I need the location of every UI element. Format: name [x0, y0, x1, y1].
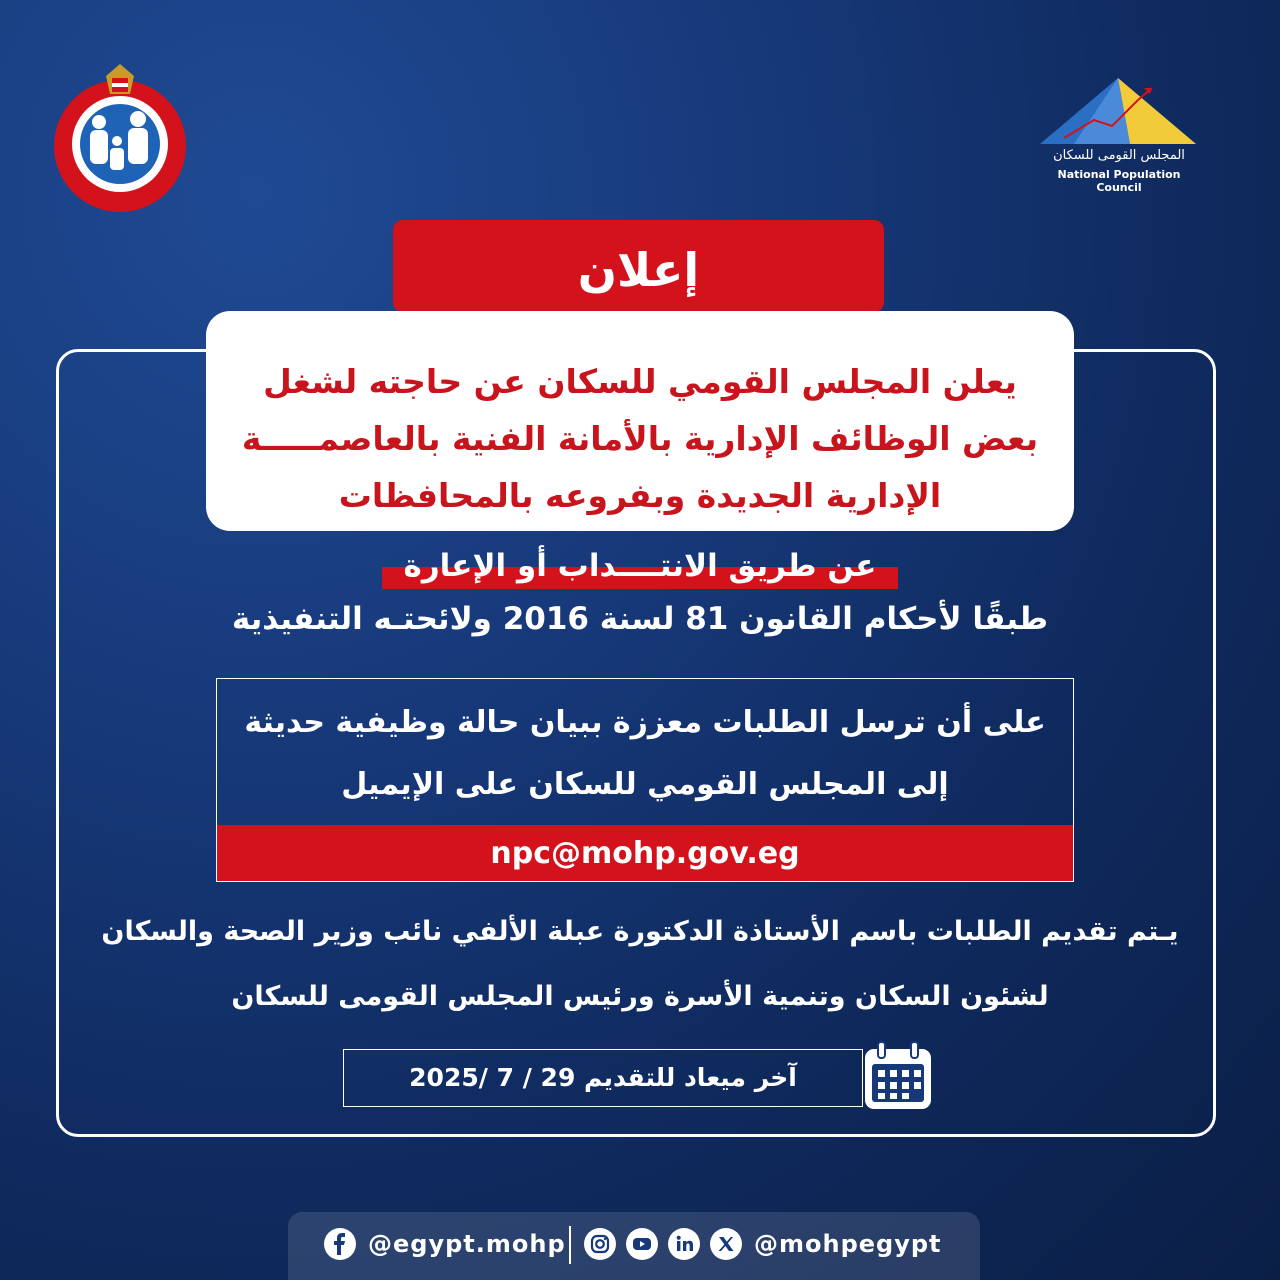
youtube-icon[interactable] — [626, 1228, 658, 1260]
method-line — [300, 548, 980, 584]
law-text: طبقًا لأحكام القانون 81 لسنة 2016 ولائحتـه التنفيذية — [231, 601, 1049, 637]
linkedin-icon[interactable] — [668, 1228, 700, 1260]
social-handle[interactable]: @mohpegypt — [754, 1230, 942, 1258]
moh-logo — [48, 58, 198, 218]
announcement-tag — [393, 220, 884, 312]
email-address[interactable]: npc@mohp.gov.eg — [490, 836, 800, 871]
email-bar — [217, 825, 1073, 881]
email-box — [216, 678, 1074, 882]
headline-text: يعلن المجلس القومي للسكان عن حاجته لشغل بعض الوظائف الإدارية بالأمانة الفنية بالعاصمـــــة الإدارية الجديدة وبفروعه بالمحافظات — [241, 362, 1039, 515]
announcement-tag-label: إعلان — [577, 243, 700, 297]
deadline-box — [343, 1049, 863, 1107]
email-instructions-line1: على أن ترسل الطلبات معززة ببيان حالة وظيفية حديثة — [244, 705, 1046, 740]
submission-line1: يـتم تقديم الطلبات باسم الأستاذة الدكتورة عبلة الألفي نائب وزير الصحة والسكان — [101, 916, 1179, 947]
instagram-icon[interactable] — [584, 1228, 616, 1260]
calendar-icon — [862, 1040, 934, 1112]
facebook-icon[interactable] — [324, 1228, 356, 1260]
footer-separator — [569, 1226, 571, 1264]
email-instructions-line2: إلى المجلس القومي للسكان على الإيميل — [341, 767, 949, 802]
npc-logo-english: National Population Council — [1057, 168, 1181, 194]
method-text: عن طريق الانتــــداب أو الإعارة — [403, 548, 877, 584]
facebook-handle[interactable]: @egypt.mohp — [368, 1230, 566, 1258]
x-icon[interactable] — [710, 1228, 742, 1260]
submission-line2: لشئون السكان وتنمية الأسرة ورئيس المجلس القومى للسكان — [231, 981, 1049, 1012]
method-highlight — [382, 548, 899, 584]
social-footer — [288, 1212, 980, 1280]
npc-logo — [1034, 74, 1204, 194]
headline-card — [206, 311, 1074, 531]
npc-logo-arabic: المجلس القومى للسكان — [1053, 148, 1185, 163]
deadline-text: آخر ميعاد للتقديم 29 / 7 /2025 — [409, 1063, 797, 1092]
